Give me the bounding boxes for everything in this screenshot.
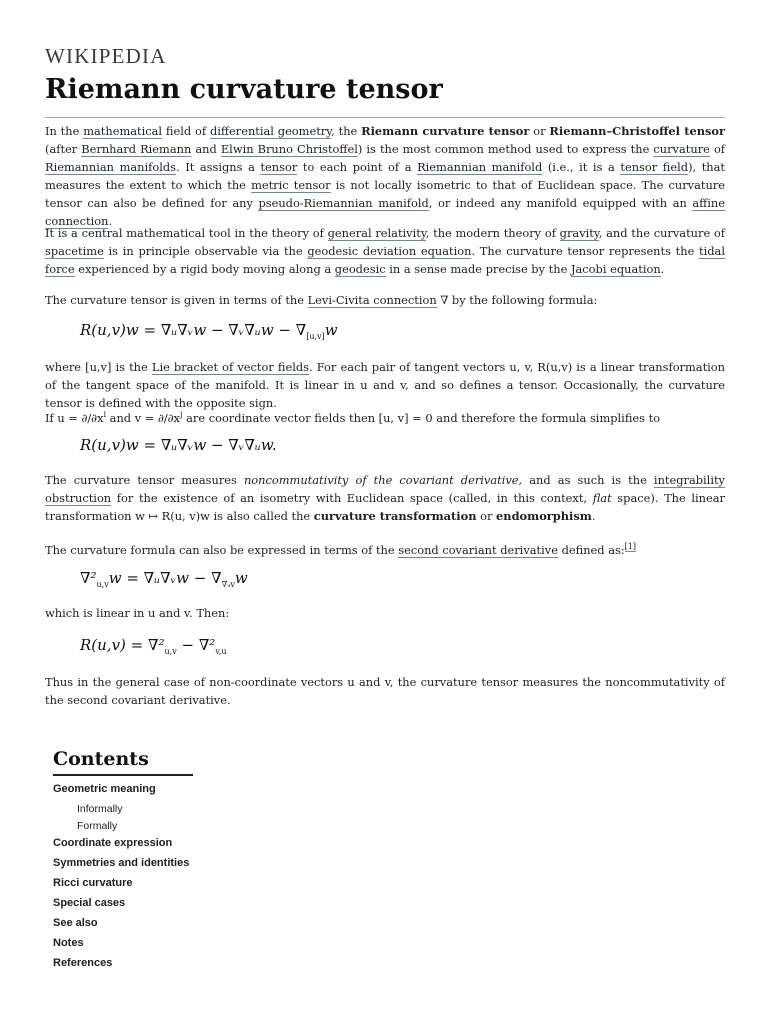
- equation-simplified: R(u,v)w = ∇ᵤ∇ᵥw − ∇ᵥ∇ᵤw.: [80, 436, 277, 454]
- link-geodesic-deviation[interactable]: geodesic deviation equation: [307, 244, 472, 258]
- toc-title: Contents: [53, 748, 149, 770]
- paragraph-intro: In the mathematical field of differential geometry, the Riemann curvature tensor or Riemann–Christoffel tensor (after Bernhard Riemann and Elwin Bruno Christoffel) is the most common method used to express the curvature of Riemannian manifolds. It assigns a tensor to each point of a Riemannian manifold (i.e., it is a tensor field), that measures the extent to which the metric tensor is not locally isometric to that of Euclidean space. The curvature tensor can also be defined for any pseudo-Riemannian manifold, or indeed any manifold equipped with an affine connection.: [45, 124, 726, 228]
- link-levi-civita[interactable]: Levi-Civita connection: [307, 293, 437, 307]
- link-tidal-force[interactable]: tidal force: [45, 244, 725, 276]
- toc-item-see-also[interactable]: See also: [53, 917, 98, 929]
- link-differential-geometry[interactable]: differential geometry: [209, 124, 332, 138]
- paragraph-noncommutativity: The curvature tensor measures noncommutativity of the covariant derivative, and as such is the integrability obstruction for the existence of an isometry with Euclidean space (called, in this context, flat space). The linear transformation w ↦ R(u, v)w is also called the curvature transformation or endomorphism.: [45, 473, 725, 523]
- link-gravity[interactable]: gravity: [559, 226, 599, 240]
- link-curvature[interactable]: curvature: [653, 142, 710, 156]
- toc-divider: [53, 774, 193, 776]
- link-riemannian-manifold[interactable]: Riemannian manifold: [417, 160, 543, 174]
- link-affine-connection[interactable]: affine connection: [45, 196, 725, 228]
- toc-item-formally[interactable]: Formally: [77, 820, 118, 832]
- link-riemannian-manifolds[interactable]: Riemannian manifolds: [45, 160, 177, 174]
- toc-item-notes[interactable]: Notes: [53, 937, 84, 949]
- link-general-relativity[interactable]: general relativity: [327, 226, 426, 240]
- reference-link[interactable]: [1]: [624, 542, 637, 551]
- title-divider: [45, 117, 725, 118]
- paragraph-second-covariant: The curvature formula can also be expressed in terms of the second covariant derivative defined as:[1]: [45, 542, 637, 557]
- link-integrability-obstruction[interactable]: integrability obstruction: [45, 473, 725, 505]
- link-tensor-field[interactable]: tensor field: [620, 160, 689, 174]
- paragraph-linear: which is linear in u and v. Then:: [45, 606, 230, 620]
- paragraph-lie-bracket: where [u,v] is the Lie bracket of vector fields. For each pair of tangent vectors u, v, R(u,v) is a linear transformation of the tangent space of the manifold. It is linear in u and v, and so defines a tensor. Occasionally, the curvature tensor is defined with the opposite sign.: [45, 360, 725, 410]
- table-of-contents: [53, 781, 189, 975]
- link-tensor[interactable]: tensor: [260, 160, 298, 174]
- link-metric-tensor[interactable]: metric tensor: [251, 178, 331, 192]
- equation-curvature: R(u,v)w = ∇ᵤ∇ᵥw − ∇ᵥ∇ᵤw − $\nabla_{[u,v]}w$: [80, 321, 338, 341]
- paragraph-coordinate-fields: If $u = \partial/\partial x^i$ and $v = \partial/\partial x^j$ are coordinate vector fields then [u, v] = 0 and therefore the formula simplifies to: [45, 410, 661, 425]
- paragraph-formula-intro: The curvature tensor is given in terms of the Levi-Civita connection ∇ by the following formula:: [45, 293, 598, 307]
- page-title: Riemann curvature tensor: [45, 74, 443, 105]
- link-bernhard-riemann[interactable]: Bernhard Riemann: [81, 142, 192, 156]
- link-second-covariant-derivative[interactable]: second covariant derivative: [398, 542, 558, 557]
- link-geodesic[interactable]: geodesic: [334, 262, 386, 276]
- link-lie-bracket[interactable]: Lie bracket of vector fields: [151, 360, 310, 374]
- paragraph-relativity: It is a central mathematical tool in the theory of general relativity, the modern theory of gravity, and the curvature of spacetime is in principle observable via the geodesic deviation equation. The curvature tensor represents the tidal force experienced by a rigid body moving along a geodesic in a sense made precise by the Jacobi equation.: [45, 226, 725, 276]
- link-jacobi-equation[interactable]: Jacobi equation: [570, 262, 661, 276]
- link-pseudo-riemannian-manifold[interactable]: pseudo-Riemannian manifold: [258, 196, 429, 210]
- equation-difference: $R(u,v) = \nabla^2_{u,v} - \nabla^2_{v,u}$: [80, 636, 227, 656]
- toc-item-coordinate-expression[interactable]: Coordinate expression: [53, 837, 173, 849]
- link-christoffel[interactable]: Elwin Bruno Christoffel: [220, 142, 358, 156]
- toc-item-ricci-curvature[interactable]: Ricci curvature: [53, 877, 133, 889]
- toc-item-symmetries[interactable]: Symmetries and identities: [53, 857, 190, 869]
- toc-item-references[interactable]: References: [53, 957, 113, 969]
- toc-item-geometric-meaning[interactable]: Geometric meaning: [53, 783, 156, 795]
- link-mathematical[interactable]: mathematical: [83, 124, 163, 138]
- wikipedia-wordmark[interactable]: WIKIPEDIA: [45, 44, 167, 68]
- toc-item-informally[interactable]: Informally: [77, 803, 123, 815]
- equation-second-covariant: $\nabla^2_{u,v}w$ = ∇ᵤ∇ᵥw − $\nabla_{\nabla ᵤv}w$: [80, 569, 248, 589]
- toc-item-special-cases[interactable]: Special cases: [53, 897, 126, 909]
- paragraph-conclusion: Thus in the general case of non-coordinate vectors u and v, the curvature tensor measures the noncommutativity of the second covariant derivative.: [45, 675, 725, 707]
- link-spacetime[interactable]: spacetime: [45, 244, 104, 258]
